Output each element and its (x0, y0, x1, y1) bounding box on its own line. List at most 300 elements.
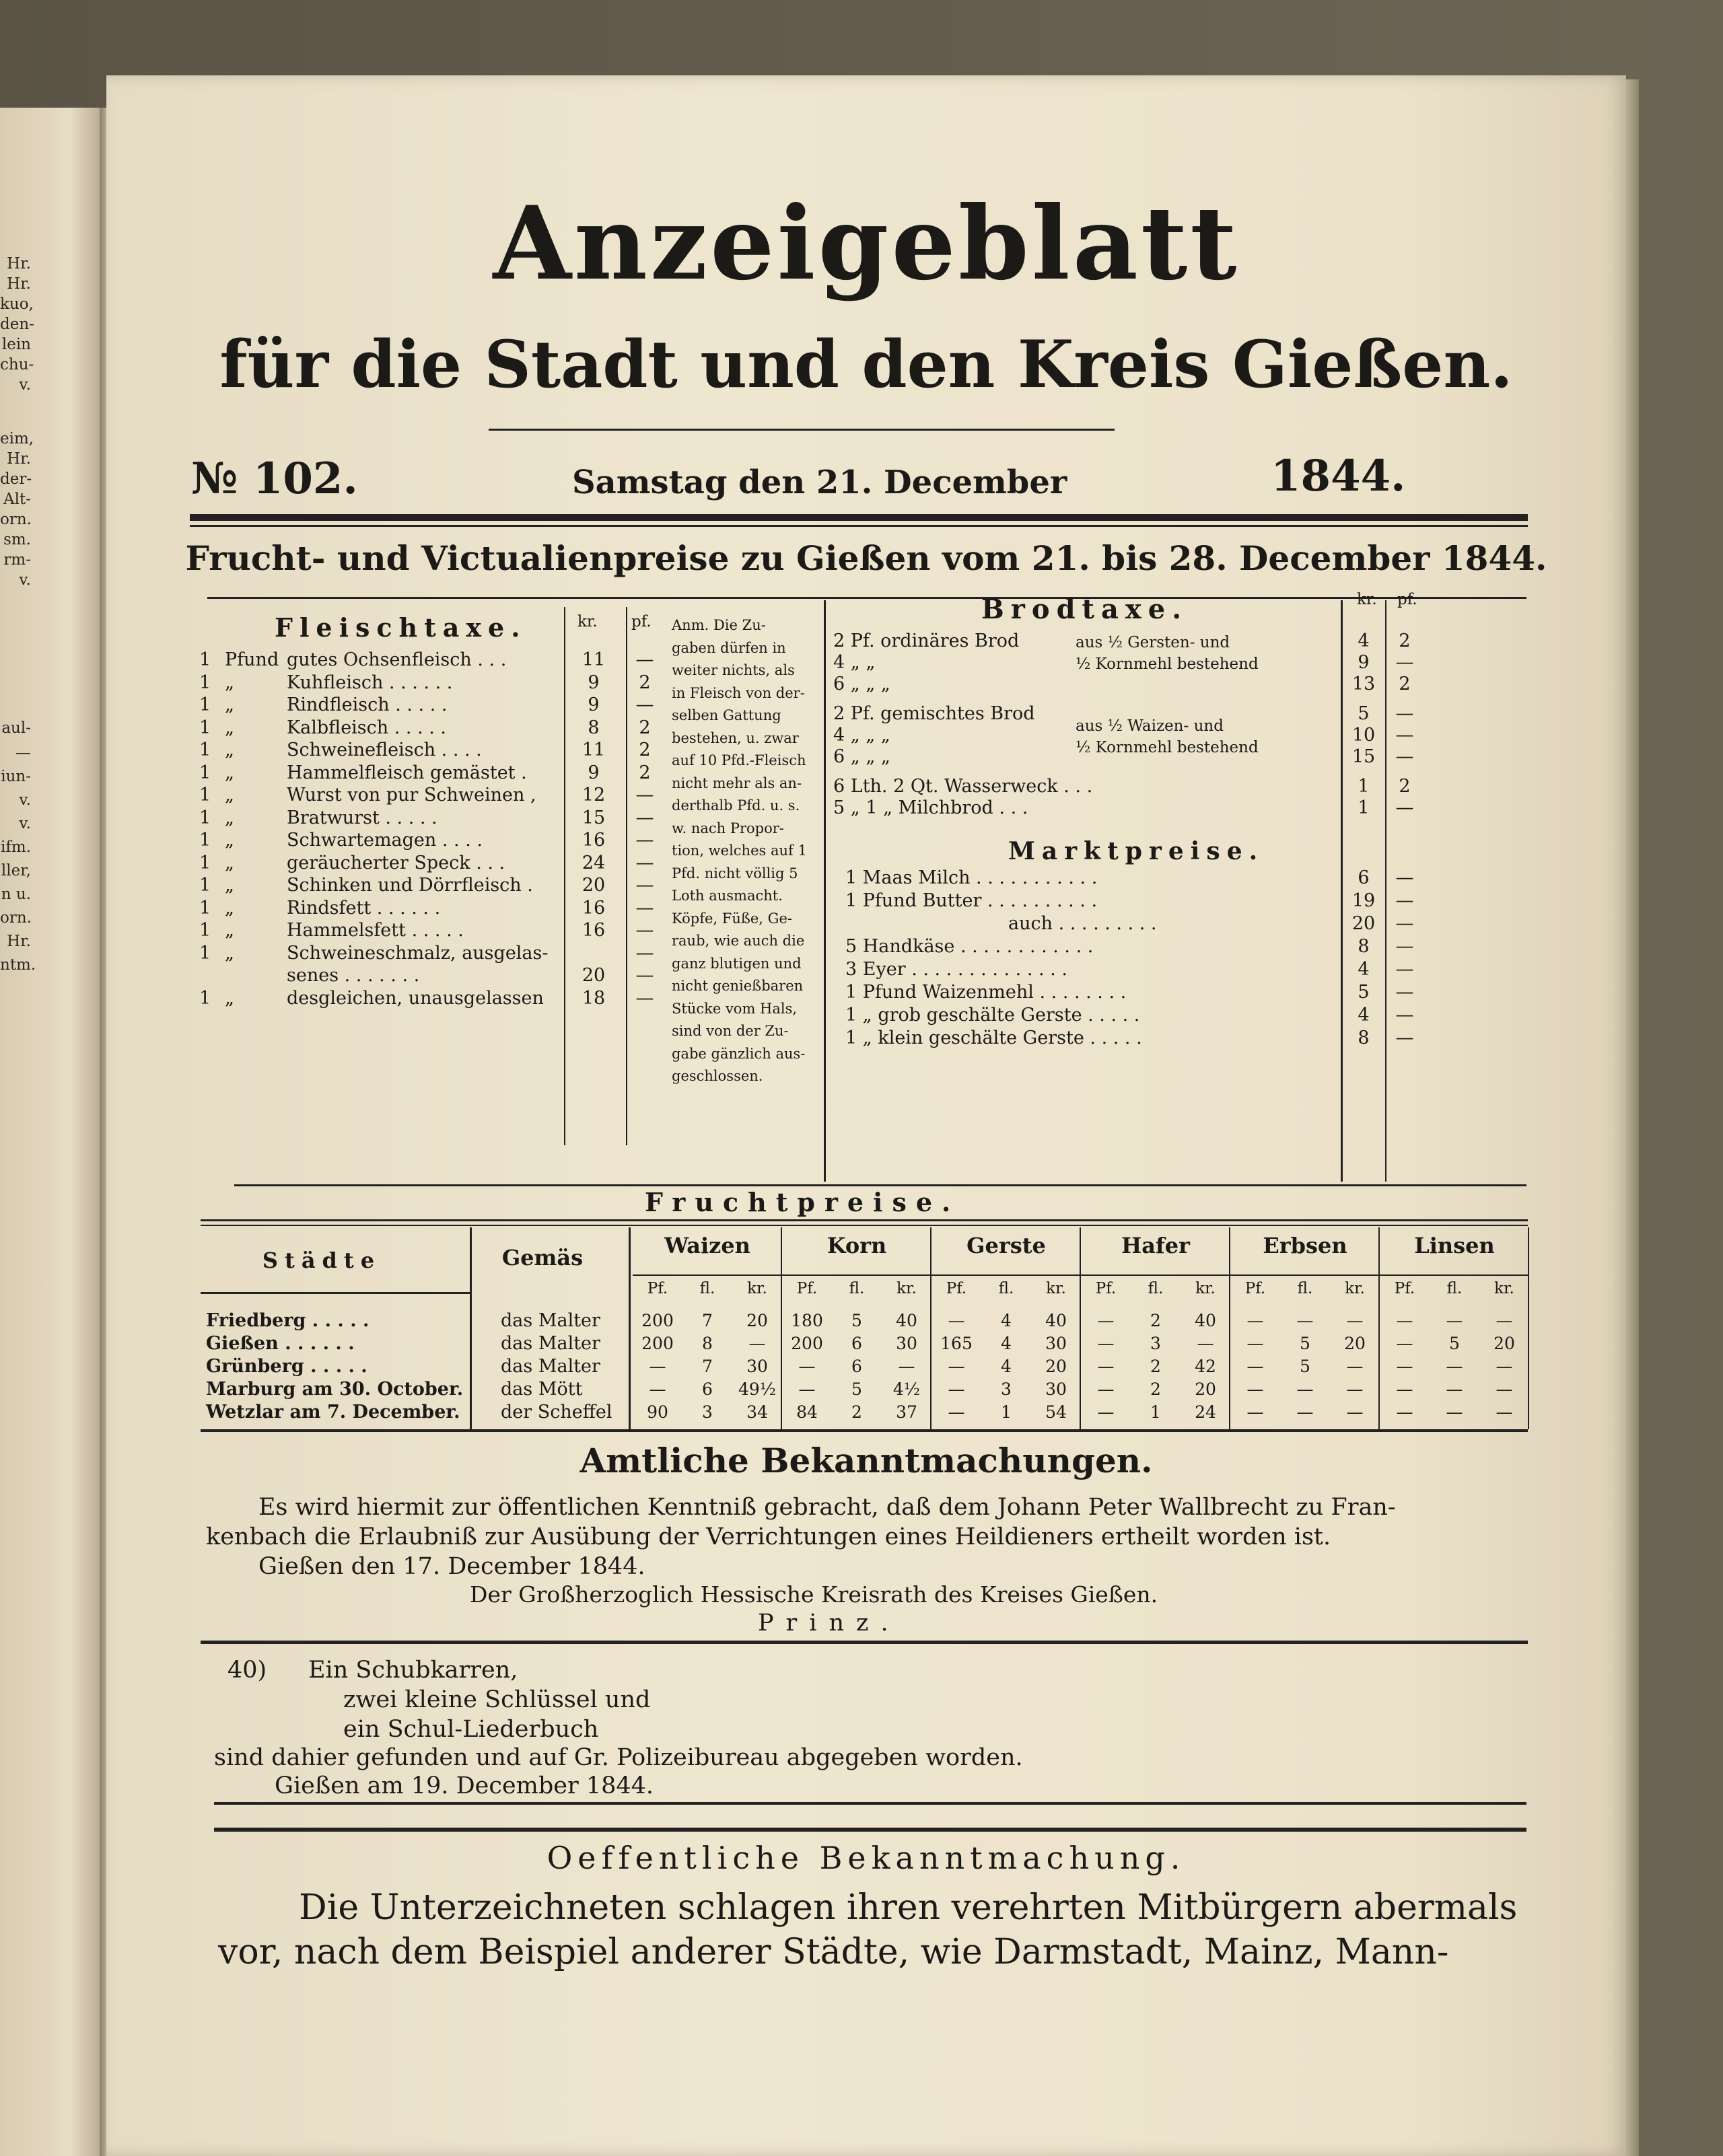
fruchtpreise-rule (201, 1219, 1528, 1221)
measure-name: das Malter (501, 1310, 600, 1331)
price-cell: 40 (1045, 1311, 1067, 1330)
fruchtpreise-rule-thin (201, 1225, 1528, 1226)
meat-pf: 2 (639, 672, 651, 693)
market-pf: — (1395, 1005, 1414, 1026)
price-cell: — (1296, 1311, 1314, 1330)
anmerkung-line: nicht mehr als an- (672, 775, 802, 791)
grain-header: Gerste (966, 1233, 1046, 1258)
price-cell: — (1346, 1311, 1364, 1330)
price-cell: — (948, 1379, 965, 1399)
price-cell: — (1346, 1379, 1364, 1399)
grain-subrule (633, 1274, 782, 1276)
price-cell: — (1496, 1379, 1513, 1399)
meat-kr: 15 (582, 807, 606, 828)
fund-line: ein Schul-Liederbuch (343, 1716, 599, 1743)
oeffentliche-line: Die Unterzeichneten schlagen ihren verehrten Mitbürgern abermals (299, 1888, 1518, 1928)
market-row-label: 3 Eyer . . . . . . . . . . . . . . (845, 959, 1067, 980)
grain-subheader: Pf. (1095, 1280, 1117, 1297)
anmerkung-line: geschlossen. (672, 1068, 763, 1084)
market-row-label: 1 „ grob geschälte Gerste . . . . . (845, 1005, 1140, 1026)
meat-item: desgleichen, unausgelassen (287, 987, 544, 1009)
price-cell: 1 (1150, 1402, 1161, 1422)
meat-kr: 11 (582, 740, 606, 760)
marktpreise-heading: Marktpreise. (1008, 837, 1265, 865)
price-cell: — (1296, 1402, 1314, 1422)
price-cell: — (1396, 1311, 1413, 1330)
anmerkung-line: gabe gänzlich aus- (672, 1045, 806, 1062)
fruchtpreise-divider (629, 1227, 631, 1429)
left-fragment: v. (19, 376, 31, 394)
anmerkung-line: in Fleisch von der- (672, 684, 805, 701)
price-cell: — (1197, 1334, 1214, 1353)
meat-item: Kalbfleisch . . . . . (287, 717, 447, 738)
meat-unit: „ (225, 897, 234, 919)
price-cell: 4½ (892, 1379, 921, 1399)
price-cell: 4 (1001, 1334, 1012, 1353)
market-kr: 20 (1351, 913, 1376, 934)
brodtaxe-pf-header: pf. (1397, 591, 1417, 608)
price-cell: 90 (647, 1402, 668, 1422)
bread-pf: — (1395, 652, 1414, 673)
staedte-header: Städte (262, 1248, 382, 1273)
meat-item: senes . . . . . . . (287, 965, 420, 986)
prices-heading: Frucht- und Victualienpreise zu Gießen vom 21. bis 28. December 1844. (185, 538, 1547, 578)
brod-note-line: aus ½ Gersten- und (1076, 634, 1230, 651)
bread-row-label: 2 Pf. ordinäres Brod (833, 631, 1020, 651)
meat-item: Bratwurst . . . . . (287, 807, 437, 828)
meat-unit: „ (225, 762, 234, 783)
price-cell: 20 (746, 1311, 768, 1330)
meat-item: Hammelfleisch gemästet . (287, 762, 527, 783)
meat-pf: — (635, 965, 654, 986)
meat-kr: 9 (588, 694, 600, 715)
price-cell: — (1496, 1311, 1513, 1330)
bread-row-label: 6 „ „ „ (833, 674, 890, 694)
table-divider (824, 600, 826, 1182)
meat-qty: 1 (199, 672, 211, 693)
meat-item: Rindfleisch . . . . . (287, 694, 448, 715)
meat-unit: „ (225, 694, 234, 715)
anmerkung-line: ganz blutigen und (672, 955, 802, 972)
anmerkung-line: weiter nichts, als (672, 662, 795, 678)
masthead-subtitle: für die Stadt und den Kreis Gießen. (219, 326, 1513, 402)
price-cell: — (948, 1402, 965, 1422)
price-cell: — (948, 1311, 965, 1330)
grain-subheader: fl. (998, 1280, 1014, 1297)
grain-subheader: fl. (1446, 1280, 1463, 1297)
left-fragment: lein (1, 336, 31, 353)
grain-subheader: fl. (699, 1280, 715, 1297)
amtliche-name: Prinz. (758, 1610, 901, 1637)
market-pf: — (1395, 867, 1414, 888)
meat-item: Rindsfett . . . . . . (287, 897, 441, 919)
price-cell: 84 (796, 1402, 818, 1422)
anmerkung-line: gaben dürfen in (672, 639, 786, 656)
masthead-bottom-rule-thin (190, 525, 1528, 527)
price-cell: 200 (641, 1334, 674, 1353)
price-cell: 34 (746, 1402, 768, 1422)
anmerkung-line: Köpfe, Füße, Ge- (672, 910, 792, 927)
anmerkung-line: bestehen, u. zwar (672, 729, 799, 746)
meat-kr: 16 (582, 830, 606, 851)
meat-pf: — (635, 875, 654, 896)
price-cell: — (1446, 1311, 1463, 1330)
meat-unit: „ (225, 920, 234, 941)
bread-row-label: 4 „ „ „ (833, 725, 890, 746)
left-fragment: aul- (1, 719, 31, 737)
grain-subheader: fl. (1148, 1280, 1164, 1297)
oeffentliche-heading: Oeffentliche Bekanntmachung. (547, 1840, 1186, 1876)
meat-qty: 1 (199, 920, 211, 941)
grain-subheader: fl. (1297, 1280, 1313, 1297)
meat-pf: — (635, 852, 654, 873)
left-fragment: ller, (1, 862, 31, 879)
price-cell: 165 (940, 1334, 973, 1353)
grain-header: Hafer (1121, 1233, 1190, 1258)
grain-header: Waizen (664, 1233, 750, 1258)
meat-item: Wurst von pur Schweinen , (287, 785, 536, 805)
left-fragment: kuo, (0, 295, 34, 313)
bread-row-label: 2 Pf. gemischtes Brod (833, 703, 1035, 724)
fund-number: 40) (227, 1657, 267, 1684)
left-fragment: eim, (0, 430, 34, 447)
anmerkung-line: Anm. Die Zu- (672, 617, 766, 633)
price-cell: 5 (851, 1379, 862, 1399)
price-cell: 7 (702, 1311, 713, 1330)
grain-subheader: fl. (849, 1280, 865, 1297)
meat-item: Schwartemagen . . . . (287, 830, 483, 851)
price-cell: 2 (1150, 1379, 1161, 1399)
grain-subrule (782, 1274, 931, 1276)
grain-subheader: Pf. (647, 1280, 668, 1297)
price-cell: 200 (791, 1334, 823, 1353)
brod-note-line: aus ½ Waizen- und (1076, 717, 1224, 735)
fleischtaxe-heading: Fleischtaxe. (275, 612, 527, 643)
price-cell: — (1097, 1311, 1115, 1330)
left-fragment: chu- (0, 356, 34, 373)
price-cell: 3 (1001, 1379, 1012, 1399)
grain-subheader: kr. (1195, 1280, 1216, 1297)
price-cell: — (1496, 1357, 1513, 1376)
left-fragment: n u. (1, 886, 31, 903)
price-cell: 42 (1195, 1357, 1216, 1376)
price-cell: — (1396, 1357, 1413, 1376)
bread-row-label: 6 Lth. 2 Qt. Wasserweck . . . (833, 776, 1093, 797)
left-fragment: sm. (3, 531, 31, 548)
section-rule (201, 1641, 1528, 1644)
meat-kr: 16 (582, 897, 606, 919)
meat-unit: „ (225, 875, 234, 896)
meat-kr: 8 (588, 717, 600, 738)
grain-header: Erbsen (1263, 1233, 1347, 1258)
left-fragment: orn. (0, 511, 32, 528)
prices-rule (207, 597, 1526, 599)
amtliche-line: Es wird hiermit zur öffentlichen Kenntniß gebracht, daß dem Johann Peter Wallbrecht zu Fran- (258, 1494, 1396, 1521)
city-name: Wetzlar am 7. December. (206, 1402, 460, 1423)
meat-kr: 18 (582, 987, 606, 1009)
meat-pf: — (635, 694, 654, 715)
price-cell: 2 (1150, 1357, 1161, 1376)
left-fragment: v. (19, 571, 31, 589)
price-cell: 5 (1300, 1357, 1310, 1376)
left-fragment: rm- (3, 551, 31, 569)
market-kr: 5 (1358, 982, 1370, 1003)
meat-pf: — (635, 785, 654, 805)
table-divider (1341, 600, 1343, 1182)
grain-header: Korn (827, 1233, 887, 1258)
anmerkung-line: Pfd. nicht völlig 5 (672, 865, 798, 882)
bread-row-label: 6 „ „ „ (833, 746, 890, 767)
grain-subheader: kr. (1345, 1280, 1365, 1297)
meat-pf: 2 (639, 762, 651, 783)
measure-name: der Scheffel (501, 1402, 612, 1423)
market-pf: — (1395, 959, 1414, 980)
price-cell: — (1296, 1379, 1314, 1399)
left-fragment: v. (19, 791, 31, 809)
meat-kr: 9 (588, 762, 600, 783)
grain-subheader: kr. (1494, 1280, 1514, 1297)
bread-kr: 9 (1358, 652, 1370, 673)
fund-line: Ein Schubkarren, (308, 1657, 518, 1684)
meat-pf: — (635, 942, 654, 964)
masthead-divider (489, 429, 1115, 431)
price-cell: 20 (1493, 1334, 1515, 1353)
price-cell: 6 (702, 1379, 713, 1399)
meat-qty: 1 (199, 649, 211, 670)
left-fragment: — (15, 744, 31, 762)
section-rule (214, 1802, 1526, 1805)
meat-qty: 1 (199, 740, 211, 760)
market-row-label: 5 Handkäse . . . . . . . . . . . . (845, 936, 1094, 957)
brod-note-line: ½ Kornmehl bestehend (1076, 739, 1259, 756)
table-divider (1385, 600, 1386, 1182)
issue-date: Samstag den 21. December (572, 464, 1067, 501)
price-cell: — (649, 1357, 666, 1376)
price-cell: 24 (1195, 1402, 1216, 1422)
table-divider (626, 607, 627, 1145)
left-fragment: der- (0, 470, 32, 488)
meat-qty: 1 (199, 785, 211, 805)
anmerkung-line: Loth ausmacht. (672, 888, 783, 904)
city-name: Grünberg . . . . . (206, 1356, 367, 1377)
grain-subrule (1081, 1274, 1230, 1276)
market-pf: — (1395, 982, 1414, 1003)
price-cell: — (748, 1334, 766, 1353)
bread-pf: — (1395, 797, 1414, 818)
price-cell: 6 (851, 1357, 862, 1376)
price-cell: 40 (896, 1311, 917, 1330)
price-cell: 2 (1150, 1311, 1161, 1330)
meat-item: Schweineschmalz, ausgelas- (287, 942, 549, 964)
staedte-rule (201, 1292, 470, 1294)
brodtaxe-heading: Brodtaxe. (981, 594, 1189, 625)
left-page-edge (0, 108, 101, 2156)
meat-pf: 2 (639, 717, 651, 738)
bread-kr: 13 (1351, 674, 1376, 694)
market-kr: 6 (1358, 867, 1370, 888)
price-cell: — (1396, 1402, 1413, 1422)
price-cell: — (1097, 1334, 1115, 1353)
price-cell: — (1446, 1379, 1463, 1399)
table-divider (564, 607, 565, 1145)
price-cell: — (1446, 1402, 1463, 1422)
market-kr: 8 (1358, 1028, 1370, 1048)
left-fragment: orn. (0, 909, 32, 927)
price-cell: — (798, 1357, 816, 1376)
anmerkung-line: raub, wie auch die (672, 933, 805, 949)
market-kr: 8 (1358, 936, 1370, 957)
meat-qty: 1 (199, 987, 211, 1009)
meat-qty: 1 (199, 942, 211, 964)
market-kr: 19 (1351, 890, 1376, 911)
meat-pf: — (635, 920, 654, 941)
issue-number: № 102. (191, 454, 358, 504)
grain-subheader: Pf. (946, 1280, 967, 1297)
price-cell: — (1346, 1402, 1364, 1422)
issue-year: 1844. (1271, 451, 1406, 501)
price-cell: 54 (1045, 1402, 1067, 1422)
meat-qty: 1 (199, 830, 211, 851)
meat-unit: „ (225, 807, 234, 828)
price-cell: 7 (702, 1357, 713, 1376)
price-cell: — (1396, 1379, 1413, 1399)
bread-pf: — (1395, 703, 1414, 724)
meat-qty: 1 (199, 875, 211, 896)
left-fragment: Hr. (7, 450, 31, 468)
price-cell: — (798, 1379, 816, 1399)
fruchtpreise-bottom-rule (201, 1429, 1528, 1432)
bread-kr: 4 (1358, 631, 1370, 651)
price-cell: — (1246, 1334, 1264, 1353)
market-row-label: 1 Pfund Butter . . . . . . . . . . (845, 890, 1098, 911)
meat-qty: 1 (199, 694, 211, 715)
price-cell: — (1446, 1357, 1463, 1376)
bread-kr: 10 (1351, 725, 1376, 746)
price-cell: 5 (1300, 1334, 1310, 1353)
meat-kr: 20 (582, 875, 606, 896)
meat-pf: — (635, 830, 654, 851)
price-cell: 37 (896, 1402, 917, 1422)
price-cell: — (1097, 1402, 1115, 1422)
left-fragment: Alt- (3, 491, 31, 508)
anmerkung-line: derthalb Pfd. u. s. (672, 797, 800, 814)
market-pf: — (1395, 890, 1414, 911)
price-cell: 1 (1001, 1402, 1012, 1422)
meat-pf: 2 (639, 740, 651, 760)
price-cell: 20 (1344, 1334, 1366, 1353)
anmerkung-line: tion, welches auf 1 (672, 842, 807, 859)
bread-pf: — (1395, 725, 1414, 746)
meat-qty: 1 (199, 897, 211, 919)
meat-unit: „ (225, 672, 234, 693)
bread-pf: 2 (1399, 674, 1411, 694)
market-pf: — (1395, 913, 1414, 934)
meat-kr: 12 (582, 785, 606, 805)
grain-subheader: Pf. (1394, 1280, 1415, 1297)
price-cell: 2 (851, 1402, 862, 1422)
fleischtaxe-pf-header: pf. (631, 613, 652, 631)
bread-pf: — (1395, 746, 1414, 767)
anmerkung-line: w. nach Propor- (672, 820, 784, 836)
fruchtpreise-divider (470, 1227, 472, 1429)
market-pf: — (1395, 1028, 1414, 1048)
meat-qty: 1 (199, 717, 211, 738)
measure-name: das Malter (501, 1356, 600, 1377)
grain-subheader: kr. (896, 1280, 917, 1297)
left-fragment: Hr. (7, 933, 31, 950)
bread-pf: 2 (1399, 776, 1411, 797)
price-cell: — (1097, 1357, 1115, 1376)
city-name: Friedberg . . . . . (206, 1310, 370, 1331)
meat-unit: „ (225, 830, 234, 851)
measure-name: das Mött (501, 1379, 583, 1400)
price-cell: 5 (851, 1311, 862, 1330)
market-row-label: 1 Maas Milch . . . . . . . . . . . (845, 867, 1098, 888)
meat-unit: „ (225, 717, 234, 738)
city-name: Gießen . . . . . . (206, 1333, 355, 1354)
meat-item: Schinken und Dörrfleisch . (287, 875, 533, 896)
fruchtpreise-heading: Fruchtpreise. (645, 1187, 960, 1217)
price-cell: 180 (791, 1311, 823, 1330)
anmerkung-line: nicht genießbaren (672, 978, 804, 994)
meat-pf: — (635, 987, 654, 1009)
price-cell: — (1246, 1402, 1264, 1422)
price-cell: 49½ (738, 1379, 777, 1399)
price-cell: 5 (1449, 1334, 1460, 1353)
section-rule (214, 1828, 1526, 1832)
grain-subrule (1380, 1274, 1529, 1276)
price-cell: 30 (1045, 1334, 1067, 1353)
left-fragment: Hr. (7, 255, 31, 273)
left-fragment: den- (0, 316, 34, 333)
left-fragment: iun- (1, 768, 31, 785)
meat-item: geräucherter Speck . . . (287, 852, 505, 873)
meat-unit: „ (225, 740, 234, 760)
bread-kr: 1 (1358, 797, 1370, 818)
market-pf: — (1395, 936, 1414, 957)
price-cell: 3 (1150, 1334, 1161, 1353)
grain-subheader: Pf. (796, 1280, 818, 1297)
price-cell: 30 (896, 1334, 917, 1353)
meat-kr: 20 (582, 965, 606, 986)
bread-kr: 5 (1358, 703, 1370, 724)
price-cell: 20 (1195, 1379, 1216, 1399)
price-cell: 20 (1045, 1357, 1067, 1376)
meat-qty: 1 (199, 807, 211, 828)
price-cell: — (649, 1379, 666, 1399)
price-cell: — (1496, 1402, 1513, 1422)
grain-subheader: kr. (1046, 1280, 1066, 1297)
meat-kr: 11 (582, 649, 606, 670)
meat-item: Kuhfleisch . . . . . . (287, 672, 453, 693)
bread-kr: 15 (1351, 746, 1376, 767)
price-cell: 8 (702, 1334, 713, 1353)
price-cell: 30 (1045, 1379, 1067, 1399)
meat-item: gutes Ochsenfleisch . . . (287, 649, 507, 670)
fund-line: sind dahier gefunden und auf Gr. Polizeibureau abgegeben worden. (214, 1744, 1023, 1771)
anmerkung-line: selben Gattung (672, 707, 781, 723)
amtliche-date: Gießen den 17. December 1844. (258, 1553, 645, 1580)
market-kr: 4 (1358, 1005, 1370, 1026)
left-fragment: v. (19, 815, 31, 832)
anmerkung-line: Stücke vom Hals, (672, 1000, 798, 1017)
oeffentliche-line: vor, nach dem Beispiel anderer Städte, wie Darmstadt, Mainz, Mann- (218, 1932, 1449, 1972)
price-cell: — (948, 1357, 965, 1376)
grain-subrule (931, 1274, 1081, 1276)
fund-date: Gießen am 19. December 1844. (275, 1772, 654, 1799)
meat-unit: „ (225, 852, 234, 873)
price-cell: — (1246, 1311, 1264, 1330)
